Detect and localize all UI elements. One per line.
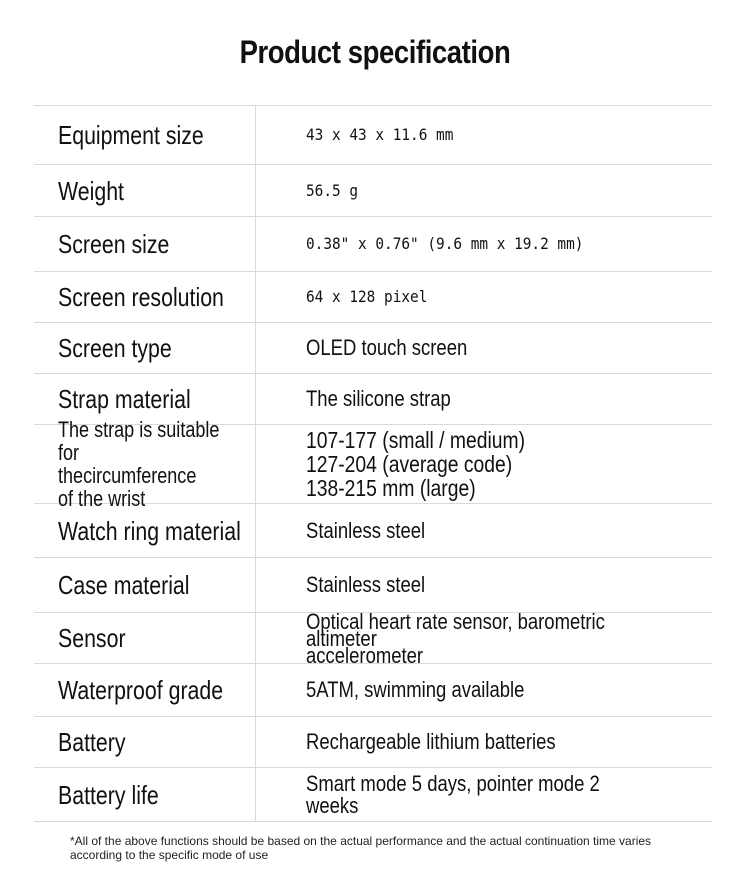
spec-row-screen-type xyxy=(34,323,712,374)
spec-row-equipment-size xyxy=(34,106,712,165)
spec-row-screen-size xyxy=(34,217,712,272)
spec-label: Battery xyxy=(58,727,126,757)
spec-label: Equipment size xyxy=(58,120,204,150)
footnote: *All of the above functions should be based on the actual performance and the actual continuation time varies according to the specific mode of use xyxy=(70,834,652,862)
spec-value: Stainless steel xyxy=(306,517,426,543)
spec-label: Sensor xyxy=(58,623,126,653)
spec-label: Strap material xyxy=(58,384,191,414)
page-title: Product specification xyxy=(239,34,511,70)
spec-row-screen-resolution xyxy=(34,272,712,323)
spec-table xyxy=(34,105,712,822)
spec-label: The strap is suitable for thecircumference of the wrist xyxy=(58,417,220,511)
spec-value: Rechargeable lithium batteries xyxy=(306,729,556,754)
spec-row-battery xyxy=(34,717,712,768)
spec-row-watch-ring-material xyxy=(34,504,712,558)
spec-value: OLED touch screen xyxy=(306,335,468,360)
spec-value: Smart mode 5 days, pointer mode 2 weeks xyxy=(306,770,600,818)
spec-value: 107-177 (small / medium) 127-204 (average code) 138-215 mm (large) xyxy=(306,427,526,501)
spec-label: Screen resolution xyxy=(58,282,224,312)
spec-label: Case material xyxy=(58,570,190,600)
spec-label: Screen size xyxy=(58,229,170,259)
spec-value: 0.38" x 0.76" (9.6 mm x 19.2 mm) xyxy=(306,234,584,253)
spec-value: The silicone strap xyxy=(306,386,451,411)
spec-row-strap-circumference xyxy=(34,417,712,511)
spec-row-case-material xyxy=(34,558,712,613)
spec-value: Optical heart rate sensor, barometric altimeter accelerometer xyxy=(306,608,605,668)
spec-label: Battery life xyxy=(58,779,159,810)
spec-row-waterproof-grade xyxy=(34,664,712,717)
spec-label: Watch ring material xyxy=(58,515,241,546)
spec-label: Waterproof grade xyxy=(58,675,224,705)
spec-value: 43 x 43 x 11.6 mm xyxy=(306,125,454,144)
spec-value: 64 x 128 pixel xyxy=(306,287,428,306)
spec-value: Stainless steel xyxy=(306,572,426,597)
spec-row-weight xyxy=(34,165,712,217)
spec-label: Screen type xyxy=(58,333,172,363)
spec-row-sensor xyxy=(34,608,712,668)
spec-row-battery-life xyxy=(34,768,712,822)
spec-value: 5ATM, swimming available xyxy=(306,677,525,702)
spec-label: Weight xyxy=(58,175,124,206)
spec-value: 56.5 g xyxy=(306,180,359,200)
